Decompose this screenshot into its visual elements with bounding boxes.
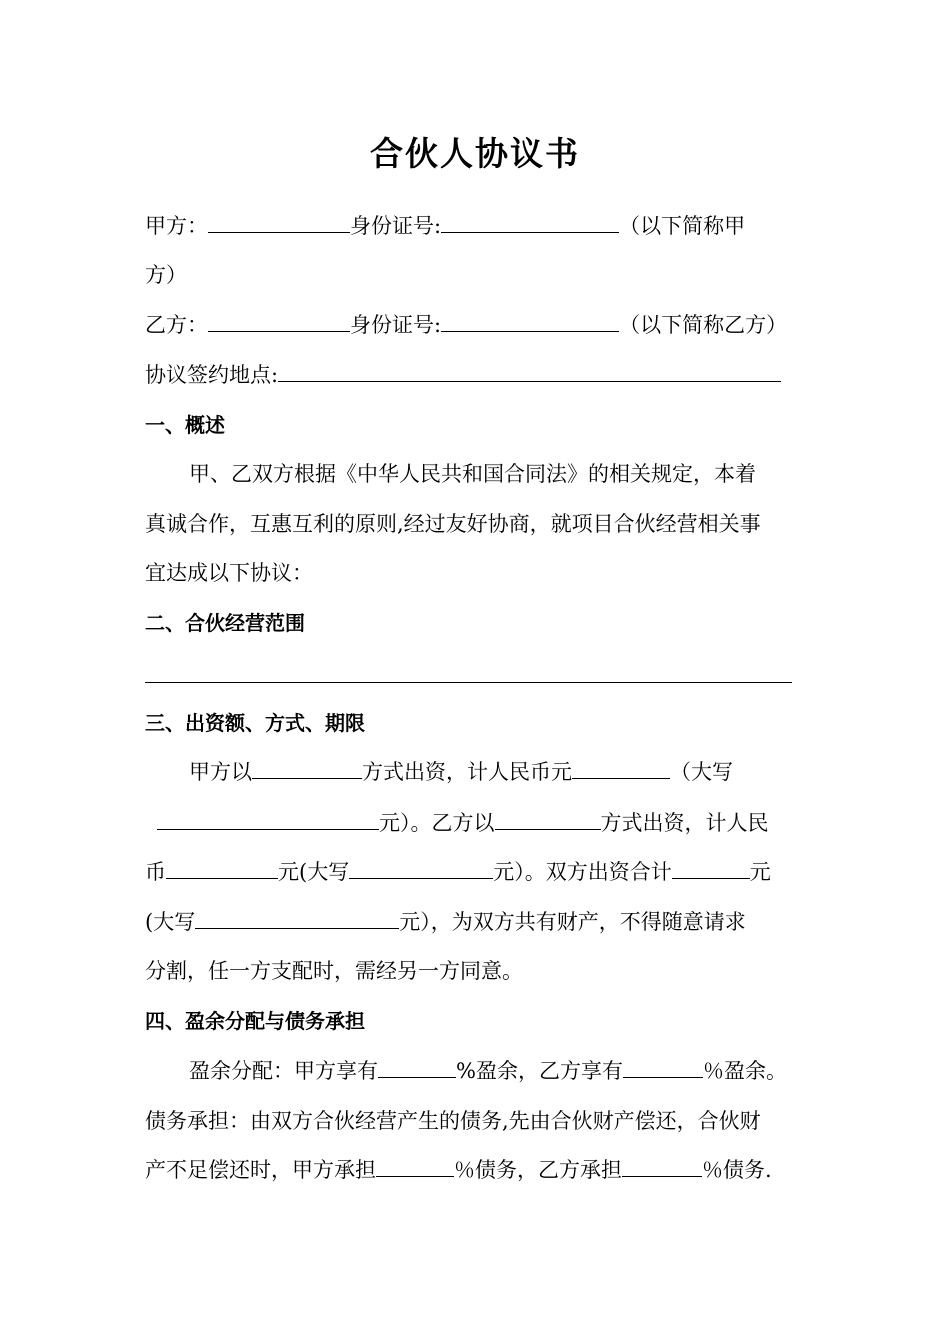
text: ％债务，乙方承担 <box>454 1158 622 1182</box>
party-a-line <box>145 211 745 241</box>
party-b-debt-share-blank[interactable] <box>622 1156 702 1177</box>
text: 甲方以 <box>189 760 252 784</box>
party-a-profit-share-blank[interactable] <box>378 1057 456 1078</box>
signing-place-label: 协议签约地点: <box>145 363 279 387</box>
party-a-suffix: （以下简称甲 <box>619 214 746 238</box>
text: 产不足偿还时，甲方承担 <box>145 1158 376 1182</box>
signing-place-line <box>145 360 781 390</box>
text: 元 <box>749 860 771 884</box>
section1-para-line: 宜达成以下协议： <box>145 561 313 585</box>
party-b-profit-share-blank[interactable] <box>623 1057 703 1078</box>
section4-line <box>189 1056 787 1086</box>
party-a-line-cont <box>145 260 187 290</box>
text: 盈余分配：甲方享有 <box>189 1059 378 1083</box>
party-a-id-blank[interactable] <box>441 212 619 233</box>
text: 元）。双方出资合计 <box>493 860 672 884</box>
text: （大写 <box>670 760 733 784</box>
party-b-suffix: （以下简称乙方） <box>619 313 788 337</box>
text: 方式出资，计人民币元 <box>362 760 572 784</box>
text: ％债务. <box>702 1158 772 1182</box>
section3-line: 分割，任一方支配时，需经另一方同意。 <box>145 959 523 983</box>
text: %盈余，乙方享有 <box>456 1059 623 1083</box>
text: ％盈余。 <box>702 1059 787 1083</box>
section3-heading: 三、出资额、方式、期限 <box>145 711 365 735</box>
text: 元），为双方共有财产，不得随意请求 <box>399 910 746 934</box>
total-amount-blank[interactable] <box>672 858 750 879</box>
party-a-amount-words-blank[interactable] <box>157 809 379 830</box>
party-a-name-blank[interactable] <box>208 212 350 233</box>
section3-line <box>189 757 733 787</box>
total-amount-words-blank[interactable] <box>195 908 399 929</box>
document-title: 合伙人协议书 <box>370 134 580 173</box>
text: (大写 <box>145 910 196 934</box>
section3-line <box>145 907 746 937</box>
section2-heading: 二、合伙经营范围 <box>145 611 305 635</box>
party-a-id-label: 身份证号: <box>350 214 442 238</box>
section1-para-line: 真诚合作，互惠互利的原则,经过友好协商，就项目合伙经营相关事 <box>145 512 761 536</box>
party-a-debt-share-blank[interactable] <box>376 1156 454 1177</box>
signing-place-blank[interactable] <box>278 361 781 382</box>
party-a-amount-blank[interactable] <box>572 758 670 779</box>
party-b-amount-words-blank[interactable] <box>349 858 493 879</box>
section1-para-line: 甲、乙双方根据《中华人民共和国合同法》的相关规定，本着 <box>189 462 756 486</box>
party-b-amount-blank[interactable] <box>166 858 278 879</box>
party-a-label: 甲方： <box>145 214 208 238</box>
party-b-id-label: 身份证号: <box>350 313 442 337</box>
party-b-method-blank[interactable] <box>495 809 601 830</box>
business-scope-blank[interactable] <box>145 682 792 683</box>
section3-line <box>145 857 771 887</box>
party-a-suffix-cont: 方） <box>145 263 187 287</box>
text: 币 <box>145 860 166 884</box>
party-b-id-blank[interactable] <box>441 311 619 332</box>
party-b-label: 乙方： <box>145 313 208 337</box>
text: 方式出资，计人民 <box>600 811 769 835</box>
party-b-name-blank[interactable] <box>208 311 350 332</box>
section4-line: 债务承担：由双方合伙经营产生的债务,先由合伙财产偿还，合伙财 <box>145 1109 761 1133</box>
text: 元(大写 <box>278 860 350 884</box>
party-a-method-blank[interactable] <box>252 758 362 779</box>
section4-heading: 四、盈余分配与债务承担 <box>145 1009 365 1033</box>
text: 元）。乙方以 <box>379 811 495 835</box>
section4-line <box>145 1155 772 1185</box>
party-b-line <box>145 310 787 340</box>
section1-heading: 一、概述 <box>145 413 225 437</box>
section3-line <box>157 808 769 838</box>
